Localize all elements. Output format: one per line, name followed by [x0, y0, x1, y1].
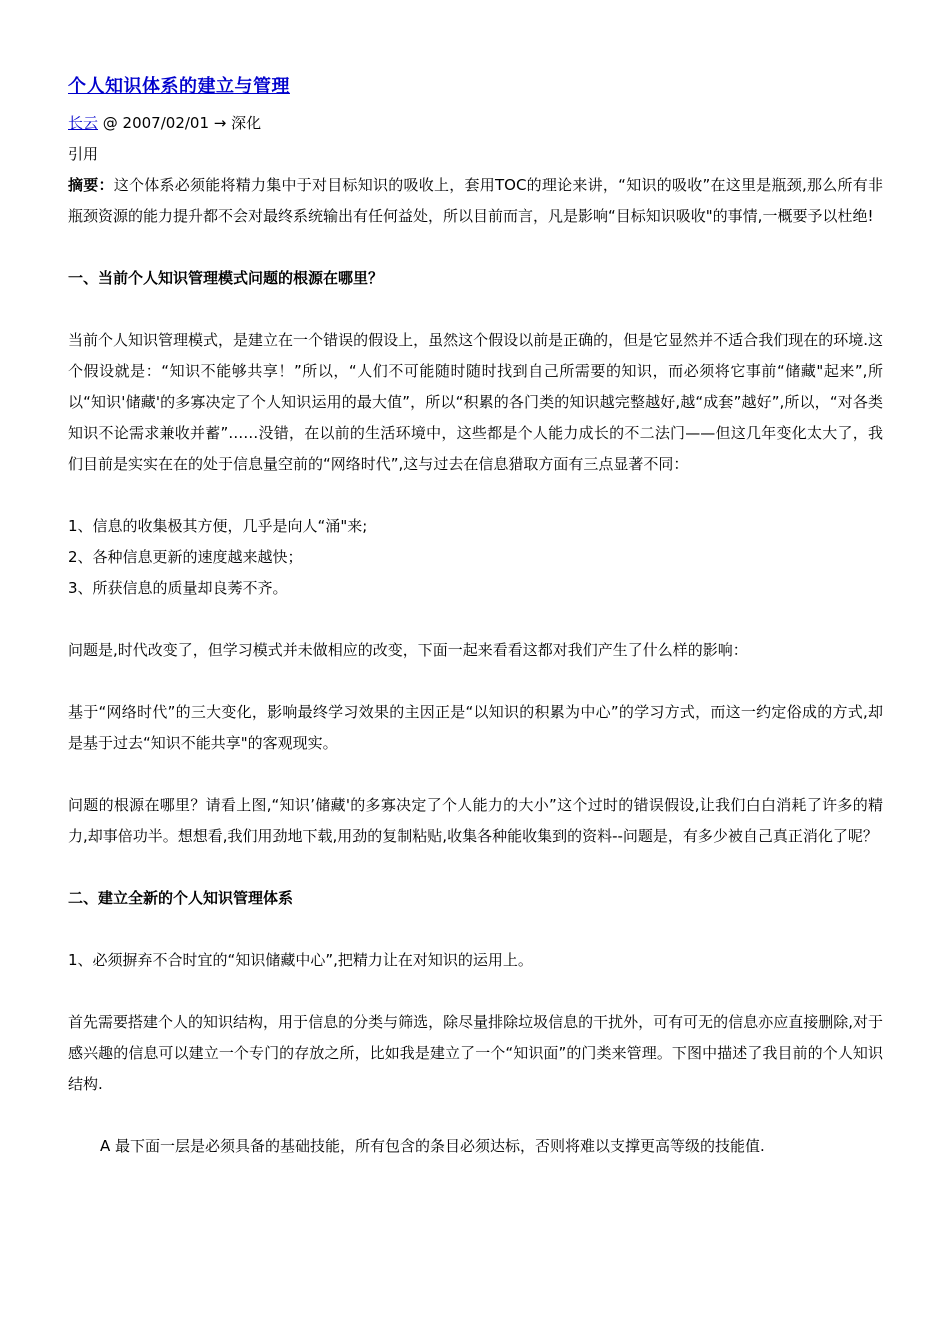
body-paragraph-5: 1、必须摒弃不合时宜的“知识储藏中心”,把精力让在对知识的运用上。: [68, 951, 533, 969]
body-paragraph-4: 问题的根源在哪里？请看上图,“知识’储藏'的多寡决定了个人能力的大小”这个过时的错误假设,让我们白白消耗了许多的精力,却事倍功半。想想看,我们用劲地下载,用劲的复制粘贴,收集各种能收集到的资料--问题是，有多少被自己真正消化了呢？: [68, 796, 883, 845]
list-item: 1、信息的收集极其方便，几乎是向人“涌"来;: [68, 517, 368, 535]
quote-label: 引用: [68, 145, 99, 163]
article-title[interactable]: 个人知识体系的建立与管理: [68, 76, 290, 97]
difference-list: [68, 511, 883, 604]
summary-text: 这个体系必须能将精力集中于对目标知识的吸收上，套用TOC的理论来讲，“知识的吸收”在这里是瓶颈,那么所有非瓶颈资源的能力提升都不会对最终系统输出有任何益处，所以目前而言，凡是影响“目标知识吸收"的事情,一概要予以杜绝!: [68, 176, 883, 225]
section-heading-2: 二、建立全新的个人知识管理体系: [68, 889, 294, 907]
author-link[interactable]: 长云: [68, 114, 99, 132]
article-meta: [68, 108, 883, 139]
body-paragraph-6: 首先需要搭建个人的知识结构，用于信息的分类与筛选，除尽量排除垃圾信息的干扰外，可有可无的信息亦应直接删除,对于感兴趣的信息可以建立一个专门的存放之所，比如我是建立了一个“知识面”的门类来管理。下图中描述了我目前的个人知识结构.: [68, 1013, 883, 1093]
list-item: 2、各种信息更新的速度越来越快；: [68, 548, 303, 566]
body-paragraph-7: A 最下面一层是必须具备的基础技能，所有包含的条目必须达标，否则将难以支撑更高等级的技能值.: [100, 1137, 765, 1155]
body-paragraph-2: 问题是,时代改变了，但学习模式并未做相应的改变，下面一起来看看这都对我们产生了什么样的影响：: [68, 641, 748, 659]
section-heading-1: 一、当前个人知识管理模式问题的根源在哪里？: [68, 269, 384, 287]
summary-label: 摘要：: [68, 176, 114, 194]
summary-paragraph: [68, 170, 883, 232]
document-page: [68, 70, 883, 1162]
list-item: 3、所获信息的质量却良莠不齐。: [68, 579, 288, 597]
post-date-category: @ 2007/02/01 → 深化: [98, 114, 262, 132]
body-paragraph-1: 当前个人知识管理模式，是建立在一个错误的假设上，虽然这个假设以前是正确的，但是它显然并不适合我们现在的环境.这个假设就是：“知识不能够共享！”所以，“人们不可能随时随时找到自己所需要的知识，而必须将它事前“储藏"起来”,所以“知识'储藏'的多寡决定了个人知识运用的最大值”，所以“积累的各门类的知识越完整越好,越“成套”越好”,所以，“对各类知识不论需求兼收并蓄”……没错，在以前的生活环境中，这些都是个人能力成长的不二法门——但这几年变化太大了，我们目前是实实在在的处于信息量空前的“网络时代”,这与过去在信息猎取方面有三点显著不同：: [68, 331, 883, 473]
body-paragraph-3: 基于“网络时代”的三大变化，影响最终学习效果的主因正是“以知识的积累为中心”的学习方式，而这一约定俗成的方式,却是基于过去“知识不能共享"的客观现实。: [68, 703, 883, 752]
